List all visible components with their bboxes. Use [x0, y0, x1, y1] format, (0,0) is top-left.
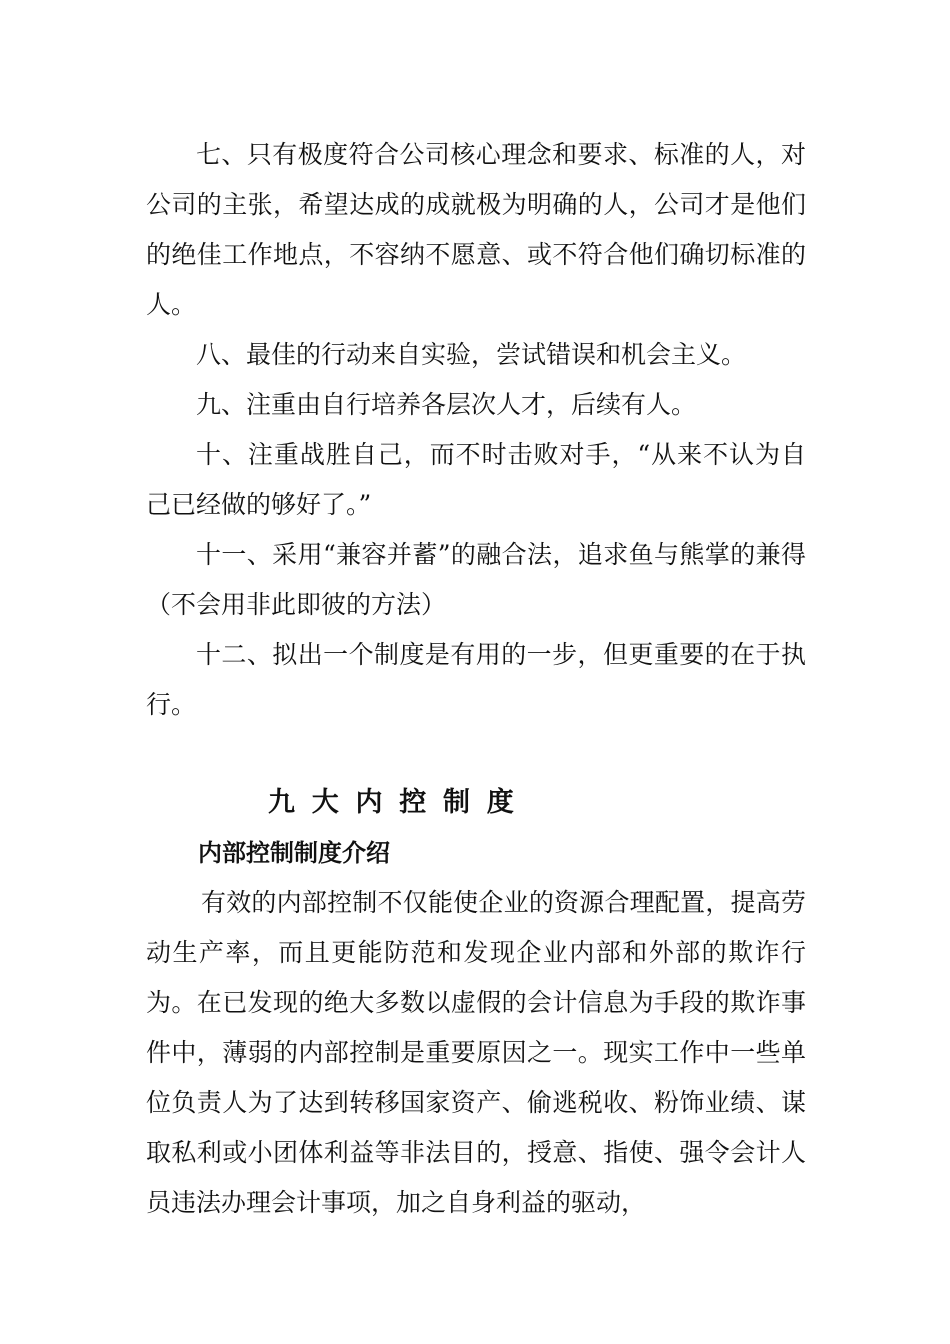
section-title: 九大内控制度 [268, 787, 531, 818]
paragraph-item-8: 八、最佳的行动来自实验，尝试错误和机会主义。 [196, 340, 747, 369]
document-page [146, 130, 806, 1228]
section-subtitle: 内部控制制度介绍 [198, 839, 390, 867]
paragraph-item-9: 九、注重由自行培养各层次人才，后续有人。 [196, 390, 697, 419]
paragraph-item-10: 十、注重战胜自己，而不时击败对手，“从来不认为自己已经做的够好了。” [146, 440, 806, 519]
paragraph-item-7: 七、只有极度符合公司核心理念和要求、标准的人，对公司的主张，希望达成的成就极为明确的人，公司才是他们的绝佳工作地点，不容纳不愿意、或不符合他们确切标准的人。 [146, 140, 806, 319]
section-body-paragraph: 有效的内部控制不仅能使企业的资源合理配置，提高劳动生产率，而且更能防范和发现企业内部和外部的欺诈行为。在已发现的绝大多数以虚假的会计信息为手段的欺诈事件中，薄弱的内部控制是重要原因之一。现实工作中一些单位负责人为了达到转移国家资产、偷逃税收、粉饰业绩、谋取私利或小团体利益等非法目的，授意、指使、强令会计人员违法办理会计事项，加之自身利益的驱动， [146, 888, 806, 1217]
paragraph-item-12: 十二、拟出一个制度是有用的一步，但更重要的在于执行。 [146, 640, 806, 719]
section-spacer [146, 730, 806, 778]
paragraph-item-11: 十一、采用“兼容并蓄”的融合法，追求鱼与熊掌的兼得（不会用非此即彼的方法） [146, 540, 806, 619]
